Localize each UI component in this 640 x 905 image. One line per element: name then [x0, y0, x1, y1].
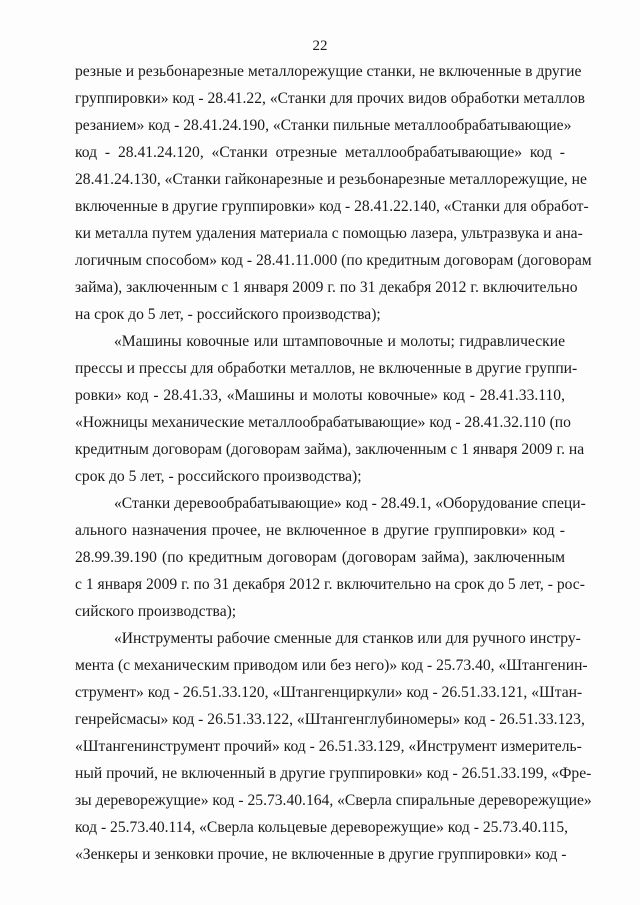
- paragraph-1-line-10: на срок до 5 лет, - российского производства);: [75, 306, 381, 323]
- paragraph-3-line-4: с 1 января 2009 г. по 31 декабря 2012 г. включительно на срок до 5 лет, - рос-: [75, 576, 585, 593]
- paragraph-4-line-7: зы дереворежущие» код - 25.73.40.164, «Сверла спиральные дереворежущие»: [75, 792, 592, 809]
- paragraph-3-line-5: сийского производства);: [75, 603, 237, 620]
- paragraph-4-line-8: код - 25.73.40.114, «Сверла кольцевые дереворежущие» код - 25.73.40.115,: [75, 819, 569, 836]
- paragraph-2-line-2: прессы и прессы для обработки металлов, не включенные в другие группи-: [75, 360, 578, 377]
- paragraph-4-line-1: «Инструменты рабочие сменные для станков или для ручного инстру-: [114, 630, 581, 647]
- paragraph-4-line-2: мента (с механическим приводом или без него)» код - 25.73.40, «Штангенин-: [75, 657, 588, 674]
- paragraph-1-line-3: резанием» код - 28.41.24.190, «Станки пильные металлообрабатывающие»: [75, 117, 572, 134]
- paragraph-1-line-9: займа), заключенным с 1 января 2009 г. по 31 декабря 2012 г. включительно: [75, 279, 578, 296]
- paragraph-1-line-5: 28.41.24.130, «Станки гайконарезные и резьбонарезные металлорежущие, не: [75, 171, 587, 188]
- paragraph-4-line-4: генрейсмасы» код - 26.51.33.122, «Штангенглубиномеры» код - 26.51.33.123,: [75, 711, 585, 728]
- paragraph-1-line-2: группировки» код - 28.41.22, «Станки для прочих видов обработки металлов: [75, 90, 585, 107]
- paragraph-1-line-6: включенные в другие группировки» код - 28.41.22.140, «Станки для обработ-: [75, 198, 589, 215]
- paragraph-1-line-7: ки металла путем удаления материала с помощью лазера, ультразвука и ана-: [75, 225, 583, 242]
- paragraph-2-line-4: «Ножницы механические металлообрабатывающие» код - 28.41.32.110 (по: [75, 414, 571, 431]
- paragraph-3-line-2: ального назначения прочее, не включенное в другие группировки» код -: [75, 522, 565, 539]
- paragraph-1-line-4: код - 28.41.24.120, «Станки отрезные металлообрабатывающие» код -: [75, 144, 565, 161]
- paragraph-3-line-1: «Станки деревообрабатывающие» код - 28.49.1, «Оборудование специ-: [114, 495, 586, 512]
- paragraph-4-line-9: «Зенкеры и зенковки прочие, не включенные в другие группировки» код -: [75, 846, 567, 863]
- paragraph-3-line-3: 28.99.39.190 (по кредитным договорам (договорам займа), заключенным: [75, 549, 565, 566]
- paragraph-2-line-6: срок до 5 лет, - российского производства);: [75, 468, 362, 485]
- page-number: 22: [312, 38, 328, 54]
- paragraph-2-line-5: кредитным договорам (договорам займа), заключенным с 1 января 2009 г. на: [75, 441, 585, 458]
- paragraph-4-line-3: струмент» код - 26.51.33.120, «Штангенциркули» код - 26.51.33.121, «Штан-: [75, 684, 583, 701]
- paragraph-2-line-1: «Машины ковочные или штамповочные и молоты; гидравлические: [114, 333, 565, 350]
- paragraph-1-line-1: резные и резьбонарезные металлорежущие станки, не включенные в другие: [75, 63, 582, 80]
- paragraph-4-line-6: ный прочий, не включенный в другие группировки» код - 26.51.33.199, «Фре-: [75, 765, 592, 782]
- paragraph-2-line-3: ровки» код - 28.41.33, «Машины и молоты ковочные» код - 28.41.33.110,: [75, 387, 565, 404]
- paragraph-4-line-5: «Штангенинструмент прочий» код - 26.51.33.129, «Инструмент измеритель-: [75, 738, 582, 755]
- paragraph-1-line-8: логичным способом» код - 28.41.11.000 (по кредитным договорам (договорам: [75, 252, 592, 269]
